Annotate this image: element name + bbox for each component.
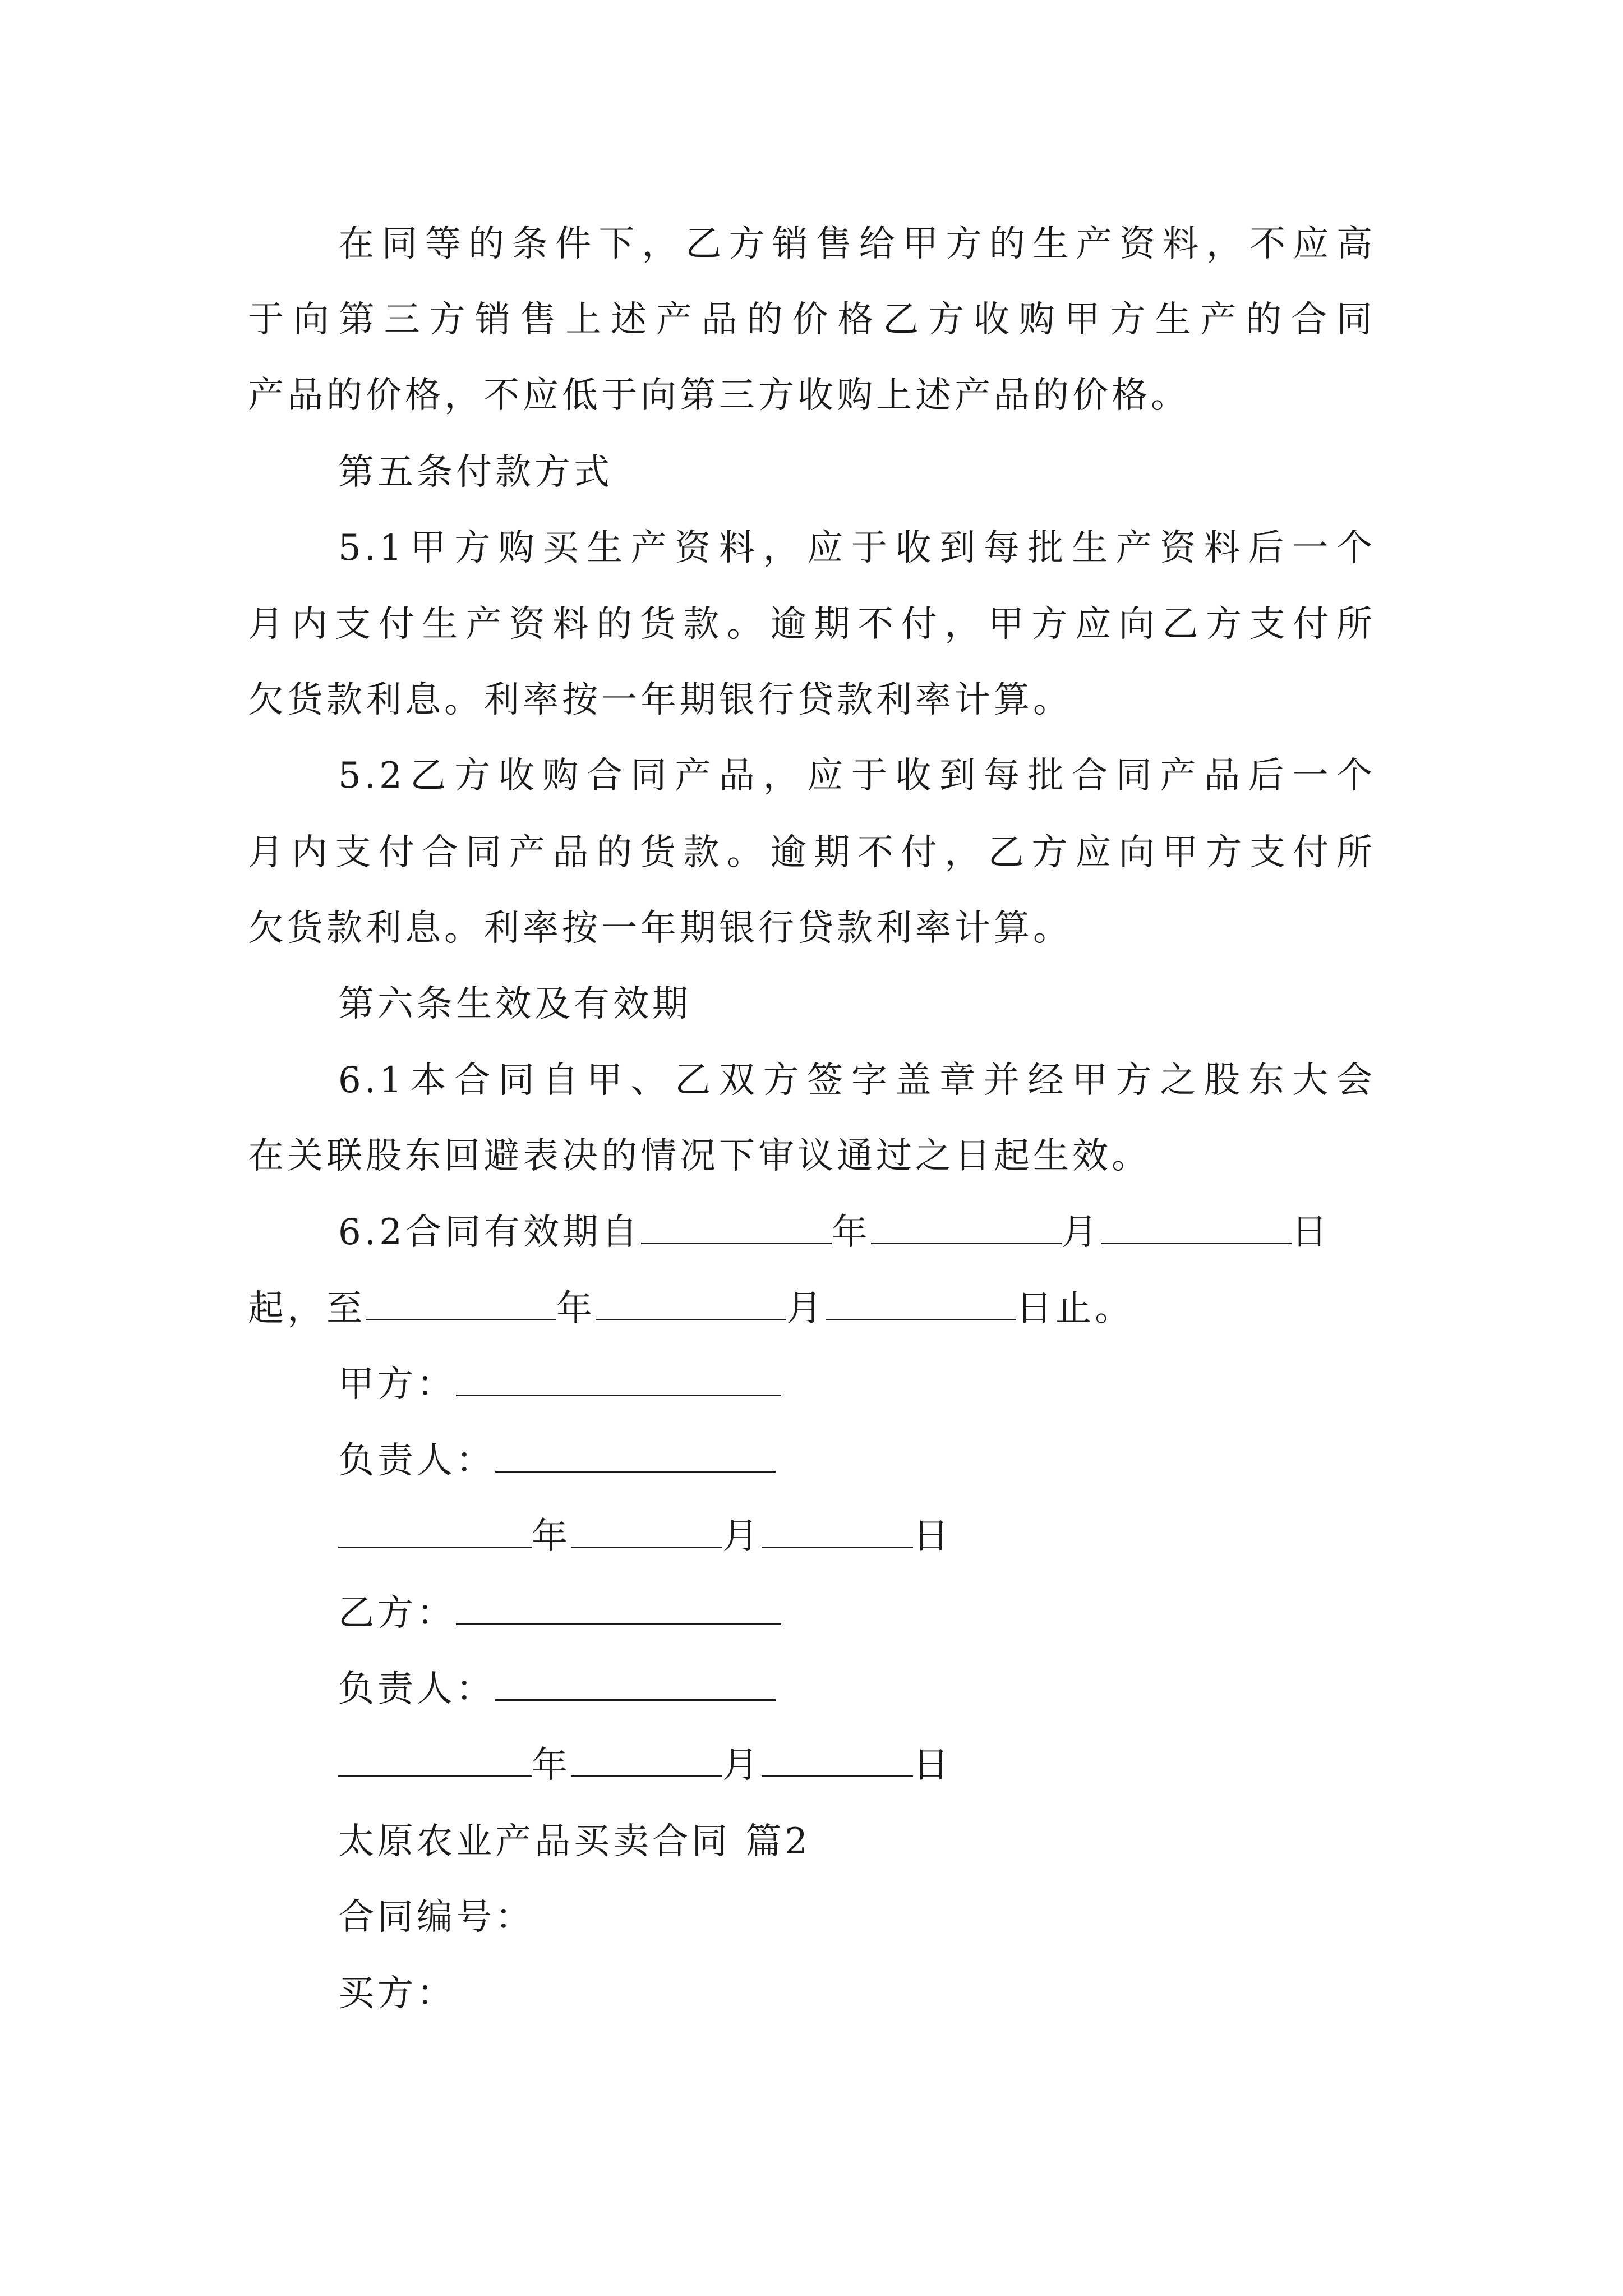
contract-number-label: 合同编号：	[338, 1897, 534, 1938]
paragraph-line: 5.2乙方收购合同产品，应于收到每批合同产品后一个	[338, 755, 1376, 797]
party-b-signature-line	[338, 1591, 781, 1636]
paragraph-line: 欠货款利息。利率按一年期银行贷款利率计算。	[248, 908, 1072, 949]
party-b-day-blank	[762, 1743, 913, 1777]
person-in-charge-label: 负责人：	[338, 1440, 495, 1481]
year-label: 年	[831, 1212, 871, 1253]
next-contract-title: 太原农业产品买卖合同 篇2	[338, 1821, 811, 1862]
party-b-person-line	[338, 1667, 776, 1711]
party-a-date-line	[338, 1514, 952, 1559]
paragraph-line: 6.1本合同自甲、乙双方签字盖章并经甲方之股东大会	[338, 1060, 1376, 1101]
year-label: 年	[532, 1516, 571, 1557]
paragraph-line: 产品的价格，不应低于向第三方收购上述产品的价格。	[248, 375, 1190, 416]
day-label: 日	[1291, 1212, 1331, 1253]
article-5-heading: 第五条付款方式	[338, 452, 613, 493]
paragraph-line: 欠货款利息。利率按一年期银行贷款利率计算。	[248, 679, 1072, 721]
validity-end-suffix: 日止。	[1016, 1288, 1134, 1329]
party-b-date-line	[338, 1743, 952, 1788]
start-year-blank	[641, 1210, 832, 1244]
party-b-blank	[456, 1591, 781, 1625]
validity-period-line-2	[248, 1286, 1134, 1331]
paragraph-line: 于向第三方销售上述产品的价格乙方收购甲方生产的合同	[248, 299, 1376, 341]
party-a-month-blank	[571, 1514, 722, 1548]
party-a-year-blank	[338, 1514, 532, 1548]
month-label: 月	[786, 1288, 826, 1329]
month-label: 月	[722, 1745, 762, 1786]
year-label: 年	[532, 1745, 571, 1786]
month-label: 月	[722, 1516, 762, 1557]
party-a-day-blank	[762, 1514, 913, 1548]
month-label: 月	[1061, 1212, 1101, 1253]
paragraph-line: 月内支付合同产品的货款。逾期不付，乙方应向甲方支付所	[248, 832, 1376, 873]
buyer-label: 买方：	[338, 1973, 456, 2014]
party-b-label: 乙方：	[338, 1593, 456, 1634]
validity-period-line	[338, 1210, 1331, 1255]
party-a-label: 甲方：	[338, 1364, 456, 1405]
party-b-person-blank	[495, 1667, 776, 1701]
validity-end-prefix: 起，至	[248, 1288, 366, 1329]
person-in-charge-label: 负责人：	[338, 1668, 495, 1710]
validity-prefix: 6.2合同有效期自	[338, 1212, 641, 1253]
year-label: 年	[556, 1288, 596, 1329]
party-a-signature-line	[338, 1362, 781, 1407]
article-6-heading: 第六条生效及有效期	[338, 983, 691, 1025]
end-year-blank	[366, 1286, 556, 1320]
paragraph-line: 5.1甲方购买生产资料，应于收到每批生产资料后一个	[338, 527, 1376, 569]
end-month-blank	[596, 1286, 786, 1320]
party-a-blank	[456, 1362, 781, 1396]
start-month-blank	[871, 1210, 1062, 1244]
paragraph-line: 在同等的条件下，乙方销售给甲方的生产资料，不应高	[338, 223, 1376, 265]
day-label: 日	[913, 1516, 952, 1557]
day-label: 日	[913, 1745, 952, 1786]
end-day-blank	[826, 1286, 1016, 1320]
party-a-person-blank	[495, 1438, 776, 1473]
party-b-year-blank	[338, 1743, 532, 1777]
paragraph-line: 月内支付生产资料的货款。逾期不付，甲方应向乙方支付所	[248, 604, 1376, 645]
start-day-blank	[1101, 1210, 1292, 1244]
party-b-month-blank	[571, 1743, 722, 1777]
paragraph-line: 在关联股东回避表决的情况下审议通过之日起生效。	[248, 1135, 1151, 1177]
party-a-person-line	[338, 1438, 776, 1483]
